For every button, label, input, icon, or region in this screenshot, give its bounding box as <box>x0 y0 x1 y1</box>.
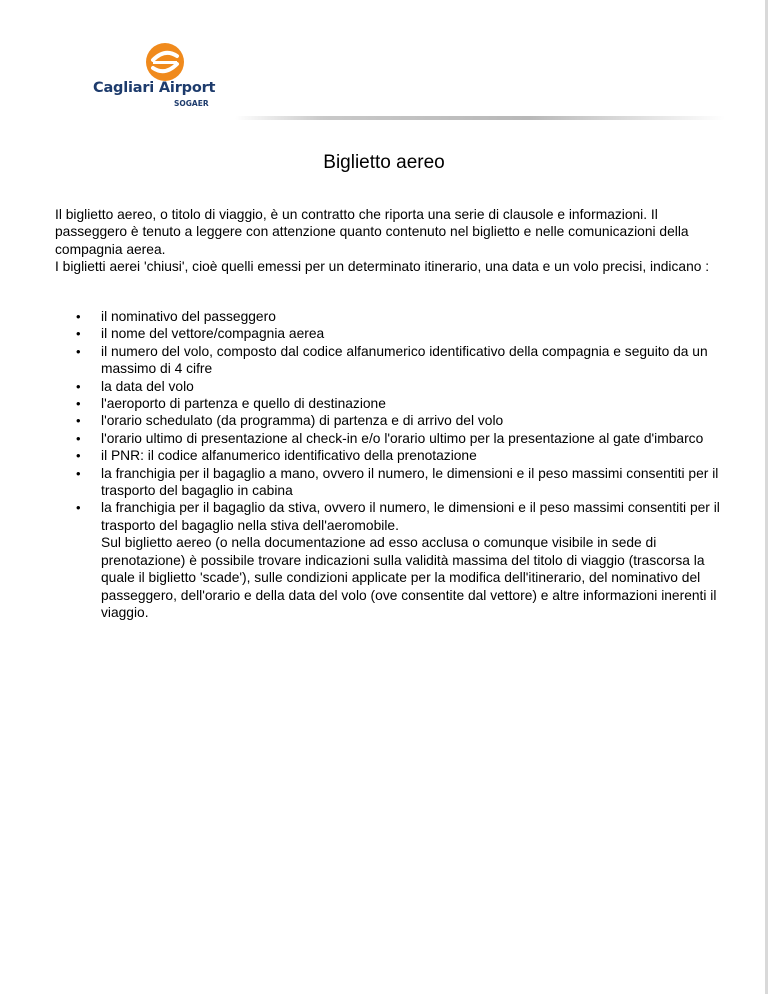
list-item <box>55 325 720 342</box>
list-item <box>55 430 720 447</box>
list-item <box>55 378 720 395</box>
list-item <box>55 308 720 325</box>
list-item-text: la data del volo <box>101 378 194 394</box>
bullet-glyph: • <box>76 448 81 464</box>
intro-paragraph: I biglietti aerei 'chiusi', cioè quelli emessi per un determinato itinerario, una data e un volo precisi, indicano : <box>55 259 710 275</box>
cagliari-airport-logo <box>93 42 243 114</box>
bullet-glyph: • <box>76 413 81 429</box>
closing-paragraph: Sul biglietto aereo (o nella documentazione ad esso acclusa o comunque visibile in sede di prenotazione) è possibile trovare indicazioni sulla validità massima del titolo di viaggio (trascorsa la quale il biglietto 'scade'), sulle condizioni applicate per la modifica dell'itinerario, del nominativo del passeggero, dell'orario e della data del volo (ove consentite dal vettore) e altre informazioni inerenti il viaggio. <box>101 535 717 620</box>
airport-logo-icon <box>145 42 185 82</box>
bullet-glyph: • <box>76 326 81 342</box>
bullet-glyph: • <box>76 396 81 412</box>
list-item-text: l'aeroporto di partenza e quello di destinazione <box>101 396 386 412</box>
list-item <box>55 465 720 500</box>
list-item-text: la franchigia per il bagaglio a mano, ovvero il numero, le dimensioni e il peso massimi consentiti per il trasporto del bagaglio in cabina <box>101 465 719 499</box>
list-item <box>55 499 720 621</box>
list-item-text: l'orario schedulato (da programma) di partenza e di arrivo del volo <box>101 413 504 429</box>
list-item <box>55 447 720 464</box>
bullet-glyph: • <box>76 378 81 394</box>
page-title: Biglietto aereo <box>323 152 445 173</box>
list-item-text: il numero del volo, composto dal codice alfanumerico identificativo della compagnia e seguito da un massimo di 4 cifre <box>101 343 708 377</box>
bullet-glyph: • <box>76 465 81 481</box>
list-item-text: il nome del vettore/compagnia aerea <box>101 326 325 342</box>
list-item-text: l'orario ultimo di presentazione al check-in e/o l'orario ultimo per la presentazione al gate d'imbarco <box>101 430 704 446</box>
intro-text <box>55 206 715 276</box>
list-item-text: il PNR: il codice alfanumerico identificativo della prenotazione <box>101 448 477 464</box>
list-item-text: il nominativo del passeggero <box>101 309 276 324</box>
bullet-glyph: • <box>76 343 81 359</box>
intro-paragraph: Il biglietto aereo, o titolo di viaggio, è un contratto che riporta una serie di clausole e informazioni. Il passeggero è tenuto a leggere con attenzione quanto contenuto nel biglietto e nelle comunicazioni della compagnia aerea. <box>55 207 689 257</box>
ticket-info-list <box>55 308 720 621</box>
list-item <box>55 412 720 429</box>
logo-name: Cagliari Airport <box>93 80 216 96</box>
bullet-glyph: • <box>76 309 81 324</box>
header-divider <box>235 116 725 120</box>
bullet-glyph: • <box>76 430 81 446</box>
logo-subtitle: SOGAER <box>174 99 209 108</box>
list-item-text: la franchigia per il bagaglio da stiva, ovvero il numero, le dimensioni e il peso massimi consentiti per il trasporto del bagaglio nella stiva dell'aeromobile. <box>101 500 720 533</box>
bullet-glyph: • <box>76 500 81 516</box>
list-item <box>55 343 720 378</box>
list-item <box>55 395 720 412</box>
